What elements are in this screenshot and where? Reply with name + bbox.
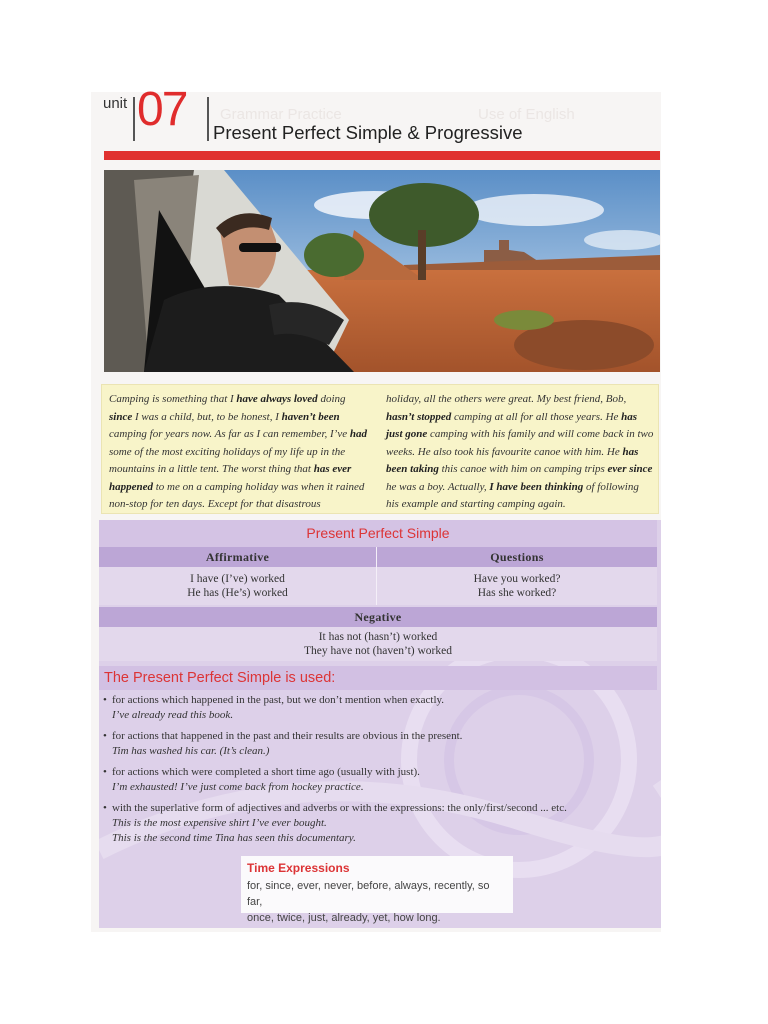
bullet-icon: •	[103, 802, 107, 814]
usage-example: I’ve already read this book.	[112, 709, 234, 721]
highlighted-verb: haven’t been	[281, 410, 340, 423]
usage-rule	[103, 801, 653, 846]
affirmative-cell	[99, 567, 376, 605]
page-title: Present Perfect Simple & Progressive	[213, 122, 523, 143]
highlighted-verb: have always loved	[236, 393, 318, 405]
negative-header: Negative	[99, 607, 657, 627]
ghost-text-left: Grammar Practice	[220, 106, 342, 123]
negative-cell	[99, 627, 657, 661]
usage-rules-list	[103, 693, 653, 852]
questions-cell	[377, 567, 657, 605]
unit-number: 07	[137, 83, 187, 136]
passage-text: doing	[317, 393, 346, 405]
time-expressions-line-2: once, twice, just, already, yet, how long.	[247, 912, 441, 924]
reading-passage	[101, 384, 659, 514]
bullet-icon: •	[103, 766, 107, 778]
questions-line-2: Has she worked?	[477, 587, 557, 599]
highlighted-verb: has ever happened	[109, 463, 352, 493]
highlighted-verb: hasn’t stopped	[386, 410, 452, 423]
unit-label: unit	[103, 95, 128, 112]
usage-example: I’m exhausted! I’ve just come back from hockey practice.	[112, 781, 364, 793]
passage-text: Camping is something that I	[109, 393, 237, 405]
reading-column-left	[109, 391, 369, 514]
usage-rule-text: for actions that happened in the past and their results are obvious in the present.	[112, 730, 463, 742]
usage-rule	[103, 729, 653, 759]
usage-rule	[103, 765, 653, 795]
table-divider	[376, 547, 377, 605]
affirmative-line-1: I have (I’ve) worked	[190, 573, 285, 585]
highlighted-verb: has been taking	[386, 445, 639, 475]
passage-text: he was a boy. Actually,	[386, 480, 490, 493]
passage-text: camping for years now. As far as I can remember, I’ve	[109, 428, 350, 440]
usage-title: The Present Perfect Simple is used:	[99, 666, 657, 690]
unit-divider-left	[133, 97, 135, 141]
questions-header: Questions	[377, 547, 657, 567]
usage-example: This is the most expensive shirt I’ve ever bought.	[112, 817, 327, 829]
time-expressions-title: Time Expressions	[247, 861, 350, 875]
highlighted-verb: ever since	[607, 463, 653, 475]
passage-text: to me on a camping holiday was when it rained non-stop for ten days. Except for that disastrous	[109, 480, 365, 510]
usage-rule-text: with the superlative form of adjectives and adverbs or with the expressions: the only/first/second ... etc.	[112, 802, 567, 814]
header-rule	[104, 151, 660, 160]
passage-text: camping at all for all those years. He	[451, 410, 622, 423]
ghost-text-right: Use of English	[478, 106, 575, 123]
passage-text: some of the most exciting holidays of my life up in the mountains in a little tent. The worst thing that	[109, 445, 346, 475]
reading-column-right	[386, 391, 654, 514]
usage-rule-text: for actions which were completed a short time ago (usually with just).	[112, 766, 420, 778]
camping-illustration	[104, 170, 660, 372]
camping-photo	[104, 170, 660, 372]
usage-example: This is the second time Tina has seen this documentary.	[112, 832, 356, 844]
questions-line-1: Have you worked?	[473, 573, 561, 585]
negative-line-2: They have not (haven’t) worked	[304, 645, 452, 657]
time-expressions-box	[241, 856, 513, 924]
bullet-icon: •	[103, 730, 107, 742]
highlighted-verb: since	[109, 410, 133, 423]
usage-example: Tim has washed his car. (It’s clean.)	[112, 745, 270, 757]
passage-text: holiday, all the others were great. My best friend, Bob,	[386, 393, 627, 405]
passage-text: camping with his family and will come back in two weeks. He also took his favourite canoe with him. He	[386, 428, 654, 458]
highlighted-verb: had	[349, 428, 367, 440]
usage-rule-text: for actions which happened in the past, but we don’t mention when exactly.	[112, 694, 445, 706]
affirmative-header: Affirmative	[99, 547, 376, 567]
usage-rule	[103, 693, 653, 723]
passage-text: of following his example and starting camping again.	[386, 480, 639, 510]
time-expressions-line-1: for, since, ever, never, before, always, recently, so far,	[247, 880, 490, 908]
bullet-icon: •	[103, 694, 107, 706]
pps-table-title: Present Perfect Simple	[99, 520, 657, 547]
passage-text: I was a child, but, to be honest, I	[132, 410, 282, 423]
highlighted-verb: I have been thinking	[489, 480, 584, 493]
unit-divider-right	[207, 97, 209, 141]
passage-text: this canoe with him on camping trips	[438, 463, 608, 475]
grammar-panel	[99, 520, 661, 928]
highlighted-verb: has just gone	[386, 410, 638, 440]
affirmative-line-2: He has (He’s) worked	[187, 587, 288, 599]
negative-line-1: It has not (hasn’t) worked	[318, 631, 438, 643]
